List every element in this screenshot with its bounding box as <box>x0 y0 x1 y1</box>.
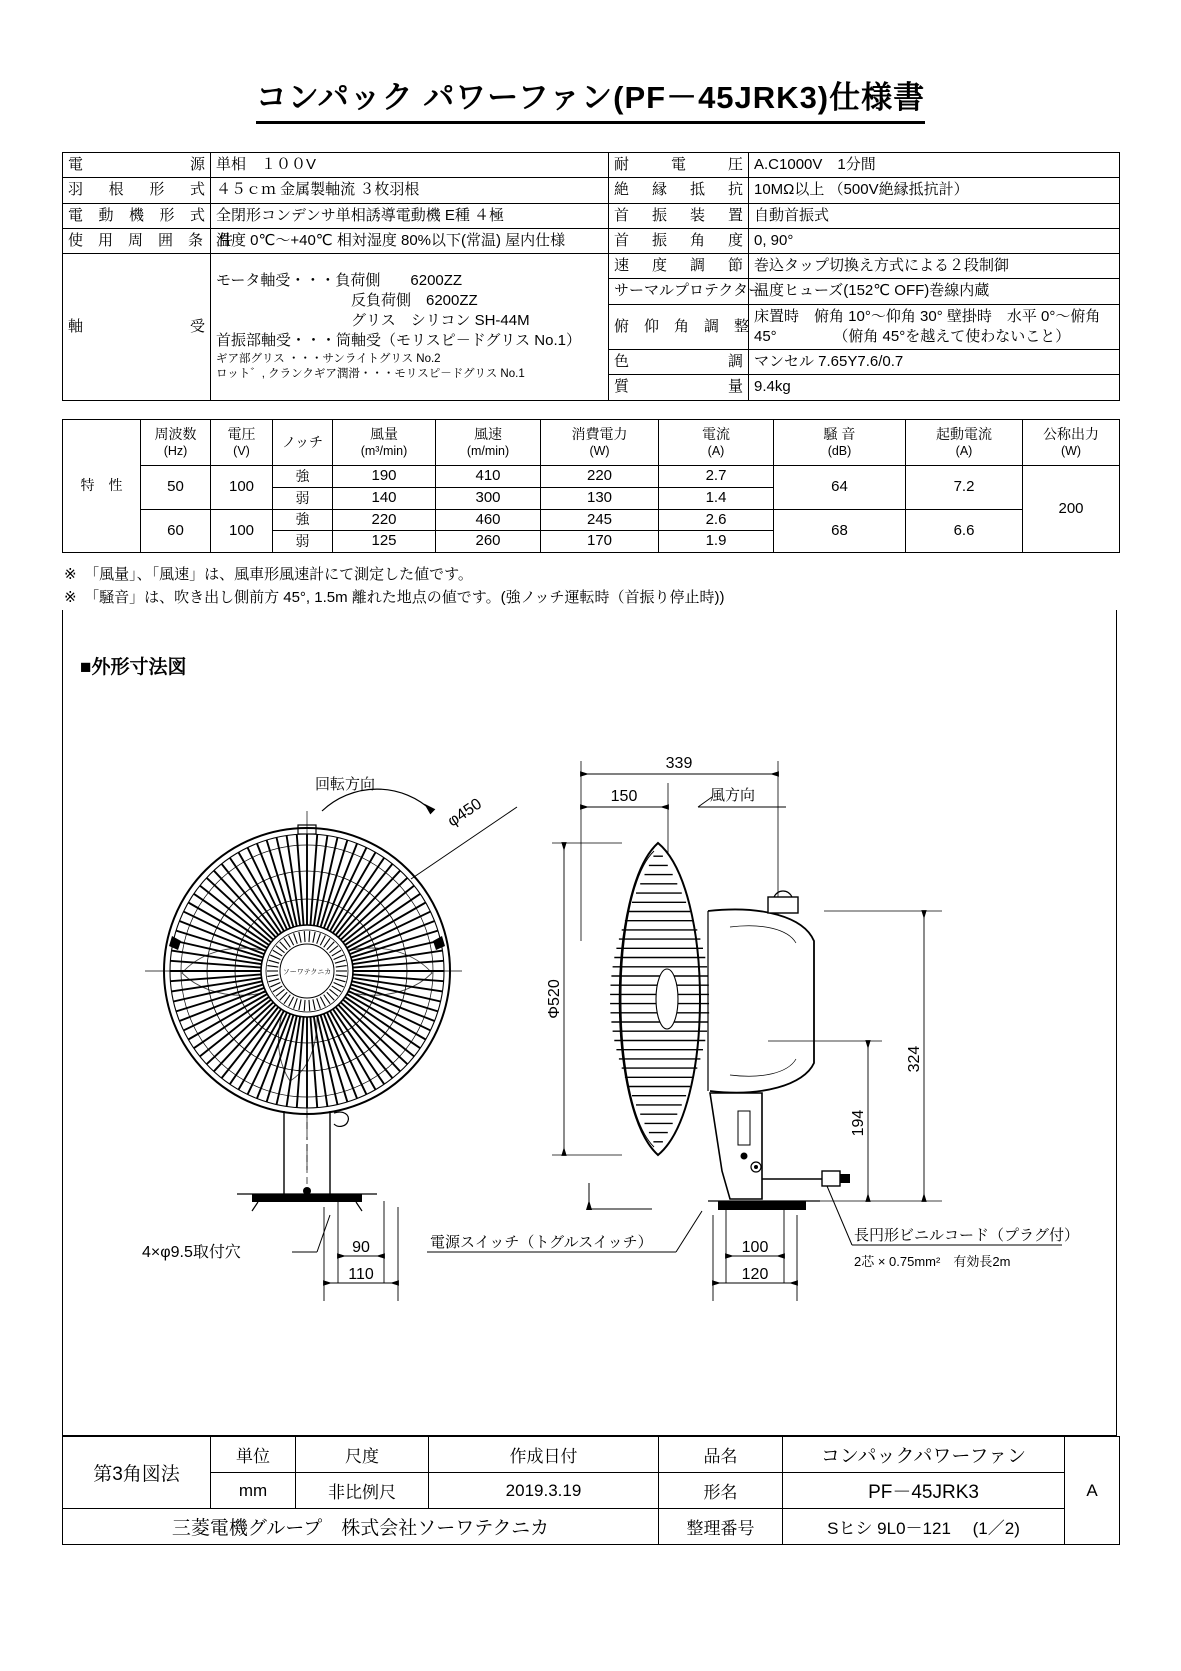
cell-current: 2.6 <box>659 509 774 531</box>
cell-power: 220 <box>541 466 659 488</box>
cord-label-line2: 2芯 × 0.75mm² 有効長2m <box>854 1254 1011 1269</box>
bearing-line: 首振部軸受・・・筒軸受（モリスピ－ドグリス No.1） <box>216 332 581 350</box>
cell-airflow: 190 <box>333 466 436 488</box>
ref-header: 整理番号 <box>659 1509 783 1545</box>
spec-label: 首 振 角 度 <box>609 228 749 253</box>
spec-value: A.C1000V 1分間 <box>749 153 1120 178</box>
column-header-current: 電流 (A) <box>659 420 774 466</box>
date-header: 作成日付 <box>429 1437 659 1473</box>
cell-notch: 強 <box>273 509 333 531</box>
diameter-label: φ450 <box>444 795 485 831</box>
tilt-line: （俯角 45°を越えて使わないこと） <box>780 327 1071 345</box>
cell-current: 1.9 <box>659 531 774 553</box>
spec-label: 絶 縁 抵 抗 <box>609 178 749 203</box>
dim-110-label: 110 <box>348 1266 374 1283</box>
cell-current: 2.7 <box>659 466 774 488</box>
dim-90-label: 90 <box>352 1239 370 1256</box>
model-value: PF－45JRK3 <box>783 1473 1065 1509</box>
spec-label: 電 動 機 形 式 <box>63 203 211 228</box>
bearing-line: ロット゛, クランクギア潤滑・・・モリスピ－ドグリス No.1 <box>216 368 525 381</box>
column-header-airflow: 風量 (m³/min) <box>333 420 436 466</box>
spec-value: 全閉形コンデンサ単相誘導電動機 E種 ４極 <box>211 203 609 228</box>
spec-label-bearing: 軸 受 <box>63 254 211 401</box>
cell-frequency: 60 <box>141 509 211 553</box>
cell-noise: 68 <box>774 509 906 553</box>
side-view <box>362 755 1079 1301</box>
table-row <box>63 228 1120 253</box>
column-header-windspeed: 風速 (m/min) <box>436 420 541 466</box>
spec-value: 10MΩ以上 （500V絶縁抵抗計） <box>749 178 1120 203</box>
revision-badge: A <box>1065 1437 1120 1545</box>
cell-noise: 64 <box>774 466 906 510</box>
cell-power: 170 <box>541 531 659 553</box>
company-name: 三菱電機グループ 株式会社ソーワテクニカ <box>63 1509 659 1545</box>
column-header-noise: 騒 音 (dB) <box>774 420 906 466</box>
column-header-notch: ノッチ <box>273 420 333 466</box>
cell-voltage: 100 <box>211 509 273 553</box>
spec-value: 温度ヒューズ(152℃ OFF)巻線内蔵 <box>749 279 1120 304</box>
cell-airflow: 140 <box>333 487 436 509</box>
cell-windspeed: 410 <box>436 466 541 488</box>
cell-power: 130 <box>541 487 659 509</box>
cell-power: 245 <box>541 509 659 531</box>
scale-header: 尺度 <box>296 1437 429 1473</box>
cell-startcurrent: 7.2 <box>906 466 1023 510</box>
rotation-direction-label: 回転方向 <box>315 776 376 793</box>
spec-label: 羽 根 形 式 <box>63 178 211 203</box>
table-row <box>63 153 1120 178</box>
dim-324-label: 324 <box>906 1045 923 1073</box>
tilt-line: 壁掛時 水平 0°～俯角 45° <box>754 307 1101 345</box>
bearing-line: 反負荷側 6200ZZ <box>216 291 478 309</box>
unit-value: mm <box>211 1473 296 1509</box>
tilt-line: 床置時 俯角 10°～仰角 30° <box>754 307 943 325</box>
mounting-holes-label: 4×φ9.5取付穴 <box>142 1244 241 1261</box>
spec-label: 色 調 <box>609 350 749 375</box>
bearing-line: グリス シリコン SH-44M <box>216 312 530 330</box>
column-header-startcurrent: 起動電流 (A) <box>906 420 1023 466</box>
note-line: ※ 「風量」、「風速」は、風車形風速計にて測定した値です。 <box>64 566 473 583</box>
note-line: ※ 「騒音」は、吹き出し側前方 45°, 1.5m 離れた地点の値です。(強ノッチ運転時（首振り停止時)) <box>64 589 725 607</box>
spec-label: 電 源 <box>63 153 211 178</box>
column-header-output: 公称出力 (W) <box>1023 420 1120 466</box>
spec-value: 巻込タップ切換え方式による２段制御 <box>749 254 1120 279</box>
dim-194-label: 194 <box>850 1109 867 1137</box>
dim-339-label: 339 <box>665 755 693 772</box>
dim-120-label: 120 <box>741 1266 769 1283</box>
column-header-power: 消費電力 (W) <box>541 420 659 466</box>
table-row <box>63 1437 1120 1473</box>
ref-value: Sヒシ 9L0－121 (1／2) <box>783 1509 1065 1545</box>
table-row <box>63 509 1120 531</box>
column-header-voltage: 電圧 (V) <box>211 420 273 466</box>
cell-frequency: 50 <box>141 466 211 510</box>
spec-label: 質 量 <box>609 375 749 400</box>
spec-label: 首 振 装 置 <box>609 203 749 228</box>
spec-value: 温度 0℃～+40℃ 相対湿度 80%以下(常温) 屋内仕様 <box>211 228 609 253</box>
cell-startcurrent: 6.6 <box>906 509 1023 553</box>
spec-value: 0, 90° <box>749 228 1120 253</box>
table-row <box>63 1509 1120 1545</box>
table-row <box>63 203 1120 228</box>
scale-value: 非比例尺 <box>296 1473 429 1509</box>
hub-brand-text: ソーワテクニカ <box>282 969 332 976</box>
spec-value: 自動首振式 <box>749 203 1120 228</box>
spec-value: ４５ｃｍ 金属製軸流 ３枚羽根 <box>211 178 609 203</box>
spec-value-bearing <box>211 254 609 401</box>
front-view <box>142 775 517 1301</box>
cell-airflow: 220 <box>333 509 436 531</box>
wall-arrow <box>589 1183 652 1209</box>
spec-label: 耐 電 圧 <box>609 153 749 178</box>
table-row <box>63 178 1120 203</box>
cell-notch: 弱 <box>273 531 333 553</box>
drawing-section-title: ■外形寸法図 <box>80 657 187 678</box>
table-header-row <box>63 420 1120 466</box>
char-row-label: 特 性 <box>63 420 141 553</box>
spec-value: マンセル 7.65Y7.6/0.7 <box>749 350 1120 375</box>
cell-current: 1.4 <box>659 487 774 509</box>
date-value: 2019.3.19 <box>429 1473 659 1509</box>
cell-output: 200 <box>1023 466 1120 553</box>
cell-windspeed: 300 <box>436 487 541 509</box>
cell-notch: 弱 <box>273 487 333 509</box>
bearing-line: ギア部グリス ・・・サンライトグリス No.2 <box>216 352 441 365</box>
notes-block <box>64 563 1119 610</box>
table-row <box>63 466 1120 488</box>
spec-value: 9.4kg <box>749 375 1120 400</box>
table-row <box>63 1473 1120 1509</box>
bearing-line: モータ軸受・・・負荷側 6200ZZ <box>216 271 463 289</box>
cord-label-line1: 長円形ビニルコード（プラグ付） <box>854 1227 1080 1244</box>
projection-method: 第3角図法 <box>63 1437 211 1509</box>
wind-direction-label: 風方向 <box>710 787 756 804</box>
specification-table <box>62 152 1119 401</box>
spec-label-tilt: 俯 仰 角 調 整 <box>609 304 749 350</box>
cell-windspeed: 460 <box>436 509 541 531</box>
dim-150-label: 150 <box>610 788 638 805</box>
power-switch-label: 電源スイッチ（トグルスイッチ） <box>430 1234 653 1251</box>
spec-value-tilt <box>749 304 1120 350</box>
product-name-value: コンパックパワーファン <box>783 1437 1065 1473</box>
spec-label: サーマルプロテクター <box>609 279 749 304</box>
page-title <box>0 72 1181 124</box>
dim-phi520-label: Φ520 <box>546 979 563 1019</box>
outline-dimension-drawing <box>62 611 1117 1435</box>
cell-voltage: 100 <box>211 466 273 510</box>
page-title-text: コンパック パワーファン(PF－45JRK3)仕様書 <box>256 72 925 124</box>
column-header-frequency: 周波数 (Hz) <box>141 420 211 466</box>
cell-notch: 強 <box>273 466 333 488</box>
model-header: 形名 <box>659 1473 783 1509</box>
table-row <box>63 254 1120 279</box>
title-block <box>62 1436 1119 1545</box>
unit-header: 単位 <box>211 1437 296 1473</box>
characteristics-table <box>62 419 1119 553</box>
cell-windspeed: 260 <box>436 531 541 553</box>
spec-value: 単相 １００V <box>211 153 609 178</box>
spec-label: 速 度 調 節 <box>609 254 749 279</box>
cell-airflow: 125 <box>333 531 436 553</box>
product-name-header: 品名 <box>659 1437 783 1473</box>
dim-100-label: 100 <box>741 1239 769 1256</box>
spec-label: 使 用 周 囲 条 件 <box>63 228 211 253</box>
